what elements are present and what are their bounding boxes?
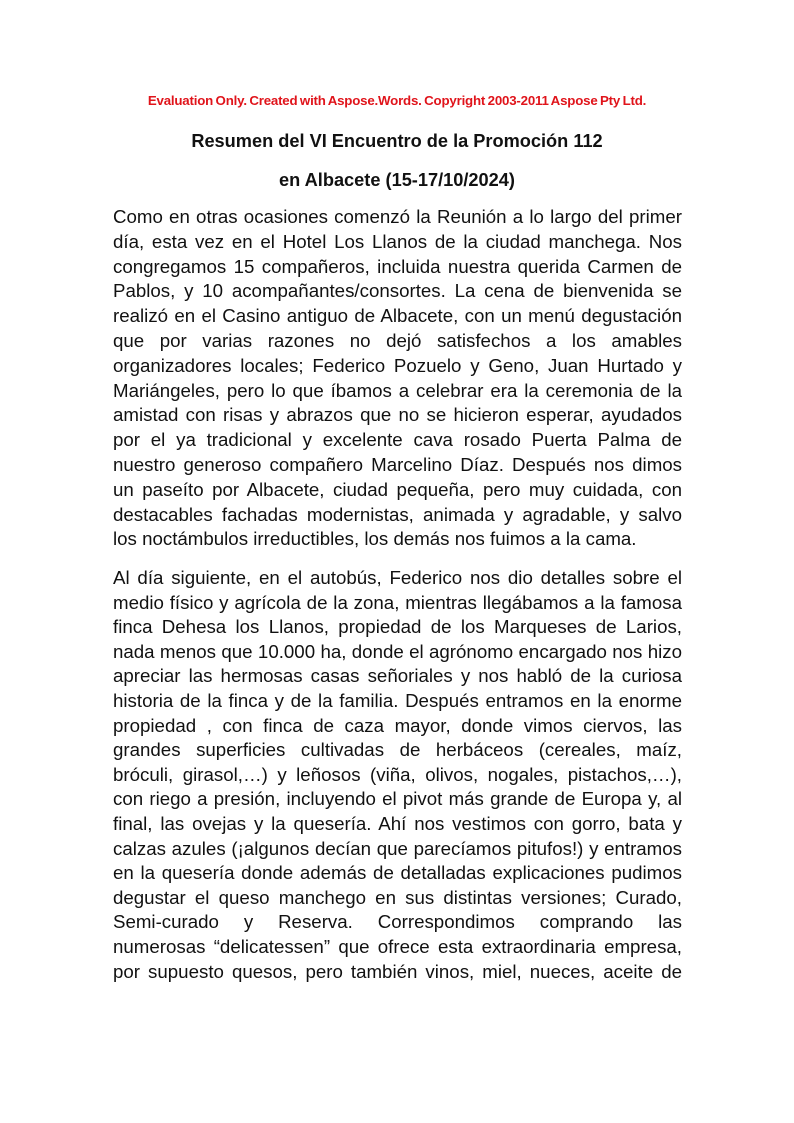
text-line: calzas azules (¡algunos decían que parecíamos pitufos!) y entramos [113, 837, 682, 859]
text-line: grandes superficies cultivadas de herbáceos (cereales, maíz, [113, 739, 682, 761]
text-line: realizó en el Casino antiguo de Albacete, con un menú degustación [113, 305, 682, 327]
text-line: que por varias razones no dejó satisfechos a los amables [113, 329, 682, 351]
text-line: destacables fachadas modernistas, animada y agradable, y salvo [113, 503, 682, 525]
text-line: propiedad , con finca de caza mayor, donde vimos ciervos, las [113, 714, 682, 736]
text-line: Al día siguiente, en el autobús, Federico nos dio detalles sobre el [113, 567, 682, 588]
text-line: bróculi, girasol,…) y leñosos (viña, olivos, nogales, pistachos,…), [113, 763, 682, 785]
text-line: apreciar las hermosas casas señoriales y nos habló de la curiosa [113, 665, 682, 687]
text-line: Mariángeles, pero lo que íbamos a celebrar era la ceremonia de la [113, 379, 682, 401]
text-line: numerosas “delicatessen” que ofrece esta extraordinaria empresa, [113, 935, 682, 957]
text-line: por el ya tradicional y excelente cava rosado Puerta Palma de [113, 429, 682, 451]
text-line: finca Dehesa los Llanos, propiedad de los Marqueses de Larios, [113, 616, 682, 638]
text-line: por supuesto quesos, pero también vinos, miel, nueces, aceite de [113, 960, 682, 982]
text-line: congregamos 15 compañeros, incluida nuestra querida Carmen de [113, 255, 682, 277]
text-line: medio físico y agrícola de la zona, mientras llegábamos a la famosa [113, 591, 682, 613]
text-line: con riego a presión, incluyendo el pivot más grande de Europa y, al [113, 788, 682, 810]
paragraph-1 [113, 205, 682, 552]
text-line: nada menos que 10.000 ha, donde el agrónomo encargado nos hizo [113, 640, 682, 662]
text-line: un paseíto por Albacete, ciudad pequeña, pero muy cuidada, con [113, 478, 682, 500]
paragraph-2 [113, 566, 682, 984]
text-line: historia de la finca y de la familia. Después entramos en la enorme [113, 689, 682, 711]
text-line: amistad con risas y abrazos que no se hicieron esperar, ayudados [113, 404, 682, 426]
text-line: final, las ovejas y la quesería. Ahí nos vestimos con gorro, bata y [113, 812, 682, 834]
text-line: degustar el queso manchego en sus distintas versiones; Curado, [113, 886, 682, 908]
text-line: día, esta vez en el Hotel Los Llanos de la ciudad manchega. Nos [113, 230, 682, 252]
document-subtitle: en Albacete (15-17/10/2024) [279, 170, 515, 190]
text-line: nuestro generoso compañero Marcelino Díaz. Después nos dimos [113, 453, 682, 475]
text-line: Semi-curado y Reserva. Correspondimos comprando las [113, 911, 682, 933]
document-title: Resumen del VI Encuentro de la Promoción 112 [191, 131, 603, 151]
evaluation-watermark: Evaluation Only. Created with Aspose.Words. Copyright 2003-2011 Aspose Pty Ltd. [147, 93, 647, 108]
text-line: Pablos, y 10 acompañantes/consortes. La cena de bienvenida se [113, 280, 682, 302]
text-line: los noctámbulos irreductibles, los demás nos fuimos a la cama. [113, 528, 637, 550]
text-line: organizadores locales; Federico Pozuelo y Geno, Juan Hurtado y [113, 354, 682, 376]
text-line: en la quesería donde además de detalladas explicaciones pudimos [113, 862, 682, 884]
text-line: Como en otras ocasiones comenzó la Reunión a lo largo del primer [113, 206, 682, 227]
